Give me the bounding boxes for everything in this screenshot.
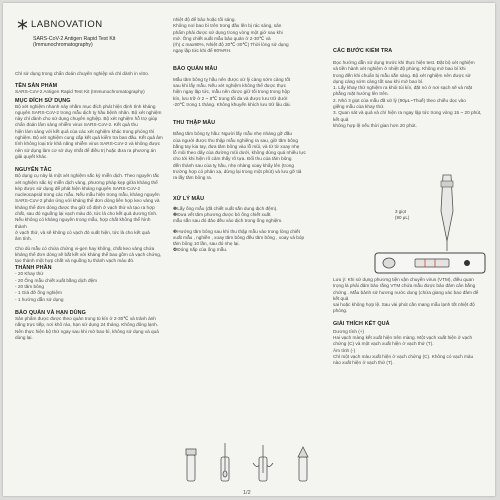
text-line: âm tính. [15, 236, 32, 242]
text-line: lỗ mũi theo dây của đường mũi dưới, không dùng quá nhiều lực [173, 150, 306, 156]
text-line: Bằng tăm bông tỵ hầu: Người lấy mẫu nhẹ nhàng gỡ đầu [173, 131, 292, 137]
section-heading-interpretation: GIẢI THÍCH KẾT QUẢ [333, 320, 390, 327]
list-item: - 20 Ống mẫu chiết xuất bằng dịch đệm [15, 277, 98, 283]
capped-tube-icon [298, 447, 308, 481]
text-line: kháng thể đơn dòng được thu giữ cố định ở vạch thử và tạo ra hợp [15, 204, 155, 210]
text-line: hiện ngay lập tức, mẫu nên được giữ tối trong trong hộp [173, 89, 290, 95]
section-heading-sampling: THU THẬP MẪU [173, 120, 216, 127]
components-list [15, 271, 163, 302]
text-line: 3. Quan sát và quả và chí hiện ra ngay lập tức trong vòng 15 ~ 20 phút, kết quả [333, 110, 482, 122]
text-line: Chỉ một vạch màu xuất hiện ở vạch chứng (C). Không có vạch màu [333, 353, 474, 359]
text-line: 2. Nhỏ 3 giọt của mẫu đã xử lý (90μL~Thuế) theo chiều dọc vào [333, 97, 466, 103]
section-processing-body [173, 206, 325, 254]
section-procedure-body [333, 60, 485, 129]
text-line: và tiền hành xét nghiệm ở nhiệt độ phòng. Không mở bao bì khi [333, 66, 466, 72]
text-line: phẩm phải được sử dụng trong vòng một giờ sau khi [173, 29, 283, 35]
section-heading-sample-storage: BẢO QUẢN MẪU [173, 65, 218, 72]
text-line: nào xuất hiện ở vạch thử (T). [333, 360, 394, 366]
step-line: ❶Lấy ống mẫu (đã chiết xuất sẵn dung dịch đệm). [173, 205, 278, 211]
product-subtitle: (Immunochromatography) [33, 42, 93, 49]
text-line: chẩn đoán lâm sàng nhiễm virus SARS-CoV-2. Kết quả thu [15, 122, 138, 128]
instruction-sheet [3, 3, 495, 496]
step-line: xuất mẫu , nghiền , xoay tăm bông đều tăm bông , xoay và bóp [173, 234, 305, 240]
drops-label: 3 giọt (90 μL) [395, 209, 410, 220]
text-line: mở. Ống chiết xuất mẫu bảo quản ở 2-30℃ và [173, 35, 271, 41]
test-cassette-illustration [363, 171, 488, 276]
section-heading-storage: BẢO QUẢN VÀ HẠN DÙNG [15, 309, 86, 316]
text-line: trong đến khi chuẩn bị mẫu sẵn sàng. Bộ xét nghiệm nên được sử [333, 72, 471, 78]
text-line: xét nghiệm sắc ký miễn dịch vàng, phương pháp kẹp giữa kháng thể [15, 179, 158, 185]
text-line: Sản phẩm được được theo quản trong tủ kín ở 2-30℃ và tránh ánh [15, 315, 156, 321]
step-line: ❸Hướng tăm bông sau khi thu thập mẫu vào trong lòng chiết [173, 228, 300, 234]
product-title: SARS-CoV-2 Antigen Rapid Test Kit [33, 36, 116, 42]
list-item: - 1 Giá đỡ ống nghiệm [15, 290, 62, 296]
text-line: bằng tay kia tay, đưa tăm bông vào lỗ mũi, và từ từ xoay nhẹ [173, 143, 300, 149]
storage-continued [173, 17, 325, 55]
text-line: cho tới khi hiện rõ cảm thấy rõ tựa. Đổi thu của tăm bông [173, 156, 292, 162]
section-heading-purpose: MỤC ĐÍCH SỬ DỤNG [15, 97, 71, 104]
step-line: tăm bông 10 lần, sau đó nhẹ lại. [173, 241, 240, 247]
text-line: Mẫu tăm bông tỵ hầu nên được xử lý càng sớm càng tốt [173, 76, 291, 82]
text-line: kép được sử dụng để phát hiện kháng nguyên SARS-CoV-2 [15, 185, 141, 191]
text-line: 1. Lấy khay thử nghiệm ra khỏi túi kín, đặt nó ở nơi sạch sẽ và mặt [333, 85, 473, 91]
text-line: ra lấy tăm bông ra. [173, 175, 213, 181]
text-line: giếng mẫu của khay thử. [333, 104, 385, 110]
section-heading-processing: XỬ LÝ MẪU [173, 195, 205, 202]
text-line: kín, lưu trữ ở 2 ~ 8℃ trong tối đa và được lưu trữ dưới [173, 95, 288, 101]
step-line: ❷Đưa vết tăm phương được bỏ ống chiết xuất [173, 211, 271, 217]
text-line: nhiệt độ để bảo hoặc tối sáng. [173, 17, 236, 22]
section-sample-storage-body [173, 77, 325, 108]
text-line: dụng càng sớm càng tốt sau khi mở bao bì. [333, 78, 424, 84]
text-line: Nên thực hiện bộ thử ngay sau khi mở bao bì, không sử dụng và quá [15, 328, 159, 334]
text-line: -20℃ trong 1 tháng. Không khuyến khích lưu trữ lâu dài. [173, 101, 291, 107]
column-3 [333, 48, 485, 129]
text-line: tính không loại trừ khả năng nhiễm virus SARS-CoV-2 và không được [15, 141, 161, 147]
column-3-lower [333, 277, 485, 367]
tube-icon [186, 449, 196, 481]
text-line: nắng trực tiếp, nơi khô ráo, hạn sử dụng 24 tháng. Không đông lạnh. [15, 322, 159, 328]
text-line: nghiệm. Bộ xét nghiệm cung cấp kết quả kiểm tra ban đầu. Kết quả âm [15, 135, 163, 141]
text-line: giải quyết khác. [15, 153, 48, 159]
text-line: dùng lại. [15, 334, 33, 340]
text-line: chứng . Mẫu bảnh sử hương nước dung (chứa giang xác bao đảm để kết quả [333, 289, 479, 301]
list-item: - 20 Khay thử [15, 271, 44, 277]
squeeze-tube-icon [253, 445, 273, 481]
section-name-text: SARS-CoV-2 Antigen Rapid Test Kit (Immunochromatography) [15, 89, 145, 95]
negative-heading: Âm tính (-) [333, 347, 356, 353]
column-1 [15, 71, 163, 341]
text-line: Bộ xét nghiệm nhanh này nhằm mục đích phát hiện định tính kháng [15, 103, 156, 109]
text-line: Cho dù mẫu có chứa chứng vi-gen hay không, chất keo vàng chứa [15, 245, 155, 251]
text-line: nguyên SARS-CoV-2 trong mẫu dịch tỵ hầu bệnh nhân. Bộ xét nghiệm [15, 109, 162, 115]
text-line: đến thành sau của tỵ hầu, nhẹ nhàng xoay khẩy lên (trong [173, 162, 294, 168]
text-line: chứng (C) và một vạch xuất hiện ở vạch thử (T). [333, 341, 434, 347]
page-number: 1/2 [243, 490, 251, 496]
processing-steps-illustration [179, 443, 329, 485]
brand-logo [17, 19, 103, 30]
step-line: mẫu sẵn sau đó đảo đều vào dịch trong ống nghiệm. [173, 218, 283, 224]
section-heading-procedure: CÁC BƯỚC KIỂM TRA [333, 48, 393, 54]
text-line: phòng. [333, 308, 348, 314]
text-line: Nếu không có kháng nguyên trong mẫu, hợp chất không thể hình thành [15, 217, 151, 229]
step-line: ❹Đóng nắp của ống mẫu. [173, 247, 228, 253]
list-item: - 20 tăm bông [15, 284, 44, 290]
text-line: chất, sau đó nguồng lại vạch màu đỏ, tức là cho kết quả dương tính. [15, 211, 158, 217]
text-line: nên sử dụng làm cơ sở duy nhất để điều trị hoặc đưa ra phương án [15, 147, 156, 153]
section-purpose-body [15, 104, 163, 161]
text-line: này chỉ dành cho sử dụng chuyên nghiệp. Bộ xét nghiệm hỗ trợ giúp [15, 116, 158, 122]
text-line: sai hoặc không hợp lệ. Sau vài phút cần mang mẫu lạnh tốt nhiệt độ [333, 302, 475, 308]
text-line: hiện làm sàng với kết quả của các xét nghiệm khác trong phòng thí [15, 128, 155, 134]
vtm-note [333, 277, 485, 315]
text-line: Không nơi bao bì trên trong đầu lên bị rác sáng, sản [173, 23, 282, 29]
positive-heading: Dương tính (+) [333, 328, 365, 334]
text-line: ngay lập tức khi để 80%RH. [173, 48, 232, 54]
section-sampling-body [173, 131, 325, 181]
labnovation-logo-icon [17, 19, 28, 30]
text-line: trọng là phải đảm bảo rằng VTM chứa mẫu được bảo đảm cân bằng [333, 283, 476, 289]
swab-in-tube-icon [221, 443, 229, 481]
section-heading-principle: NGUYÊN TẮC [15, 167, 52, 174]
intro-text: Chỉ sử dụng trong chẩn đoán chuyên nghiệp và chỉ dành in vitro. [15, 71, 150, 76]
product-title-block [33, 36, 115, 48]
section-interpretation-body [333, 329, 485, 367]
section-heading-components: THÀNH PHẦN [15, 265, 52, 272]
brand-name: LABNOVATION [31, 19, 103, 30]
text-line: sau khi lấy mẫu. Nếu xét nghiệm không thể được thực [173, 83, 287, 89]
text-line: Đọc hướng dẫn sử dụng trước khi thực hiện test. Đặt bộ xét nghiệm [333, 60, 475, 65]
text-line: SARS-CoV-2 phản ứng với kháng thể đơn dòng liên hợp keo vàng và [15, 198, 160, 204]
list-item: - 1 hướng dẫn sử dụng [15, 296, 64, 302]
text-line: nucleocapsid trong các mẫu. Nếu mẫu hiện trong mẫu, kháng nguyên [15, 192, 160, 198]
column-2 [173, 17, 325, 254]
text-line: trường hợp có phản xạ, dừng lại trong một phút) và lưu gỡ tiả [173, 169, 302, 175]
text-line: kháng thể đơn dòng sẽ bắt kết với kháng thể bao gồm cả vạch chứng, [15, 251, 162, 257]
text-line: Lưu ý: Khi sử dụng phương tiện vận chuyển virus (VTM), điều quan [333, 277, 474, 282]
section-principle-body [15, 173, 163, 264]
text-line: ở vạch thử, và sẽ không có vạch đỏ xuất hiện, tức là cho kết quả [15, 229, 150, 235]
text-line: không hợp lệ nếu thời gian hơn 20 phút. [333, 122, 417, 128]
text-line: tạo thành một hợp chất và nguồng tụ thành vạch màu đỏ. [15, 258, 135, 264]
text-line: (rh) ≤ max90%, Nhiệt độ 20℃-30℃) Thời lòng sử dụng [173, 42, 289, 48]
text-line: Bộ dụng cụ này là một xét nghiệm sắc ký miễn dịch. Theo nguyên tắc [15, 173, 160, 179]
text-line: của người được thu thập mẫu nghiêng ra sau, giữ tăm bông [173, 137, 299, 143]
test-cassette-icon [375, 253, 485, 273]
text-line: phẳng mặt hướng lên trên. [333, 91, 389, 97]
section-heading-name: TÊN SẢN PHẨM [15, 83, 58, 90]
dropper-tube-icon [441, 175, 453, 256]
text-line: Hai vạch màng kết xuất hiện trên màng. Một vạch xuất hiện ở vạch [333, 335, 473, 341]
section-storage-body [15, 316, 163, 341]
